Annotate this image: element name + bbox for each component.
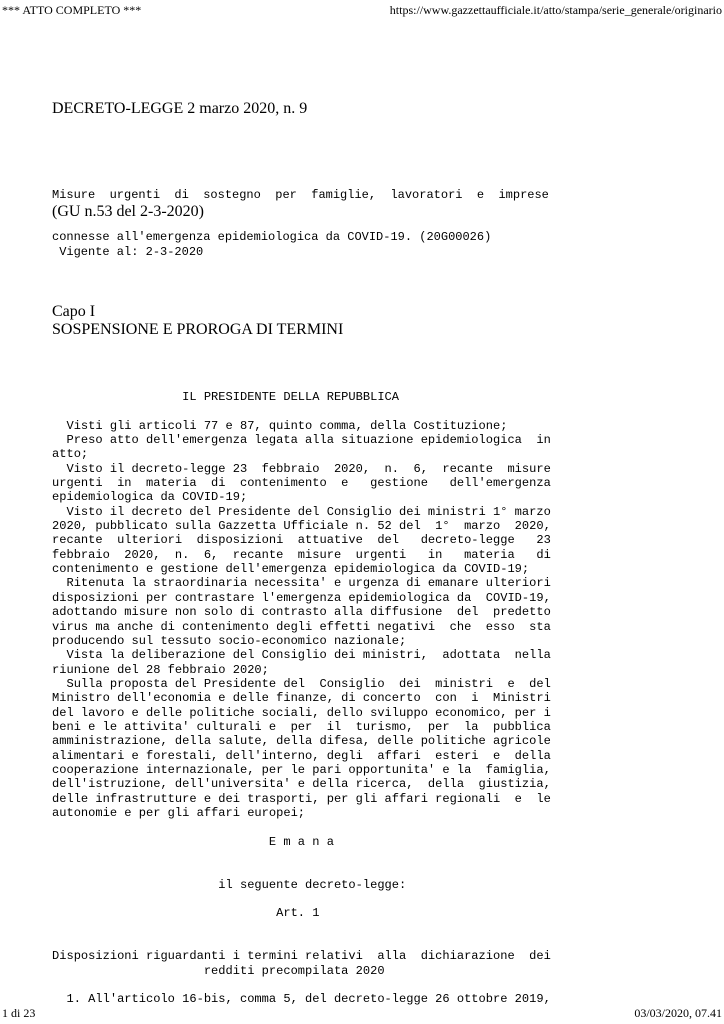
body-line: contenimento e gestione dell'emergenza epidemiologica da COVID-19;: [52, 562, 530, 577]
body-line: delle infrastrutture e dei trasporti, per gli affari regionali e le: [52, 791, 551, 806]
chapter-number: Capo I: [52, 303, 96, 320]
body-line: virus ma anche di contenimento degli effetti negativi che esso sta: [52, 619, 551, 634]
body-line: Visti gli articoli 77 e 87, quinto comma, della Costituzione;: [52, 418, 508, 433]
body-line: [52, 921, 551, 935]
body-line: [52, 404, 551, 418]
body-line: autonomie e per gli affari europei;: [52, 805, 306, 820]
print-datetime: 03/03/2020, 07.41: [634, 1006, 722, 1020]
subtitle-line: connesse all'emergenza epidemiologica da COVID-19. (20G00026): [52, 230, 492, 244]
body-line: Ministro dell'economia e delle finanze, di concerto con i Ministri: [52, 691, 551, 706]
page-number: 1 di 23: [2, 1006, 36, 1020]
body-line: Visto il decreto-legge 23 febbraio 2020, n. 6, recante misure: [52, 461, 551, 476]
gazette-reference: (GU n.53 del 2-3-2020): [52, 203, 204, 220]
in-force-date: Vigente al: 2-3-2020: [52, 245, 204, 259]
body-line: amministrazione, della salute, della difesa, delle politiche agricole: [52, 734, 551, 749]
page-header-title: *** ATTO COMPLETO ***: [2, 3, 142, 17]
body-line: Visto il decreto del Presidente del Consiglio dei ministri 1° marzo: [52, 504, 551, 519]
body-line: [52, 892, 551, 906]
body-line: beni e le attivita' culturali e per il turismo, per la pubblica: [52, 719, 551, 734]
decree-body: [52, 390, 551, 1007]
body-line: 1. All'articolo 16-bis, comma 5, del decreto-legge 26 ottobre 2019,: [52, 992, 551, 1007]
body-line: Sulla proposta del Presidente del Consiglio dei ministri e del: [52, 676, 551, 691]
body-line: urgenti in materia di contenimento e gestione dell'emergenza: [52, 476, 551, 491]
body-line: [52, 863, 551, 877]
body-line: [52, 935, 551, 949]
body-line: adottando misure non solo di contrasto alla diffusione del predetto: [52, 605, 551, 620]
body-line: [52, 978, 551, 992]
body-line: del lavoro e delle politiche sociali, dello sviluppo economico, per i: [52, 705, 551, 720]
body-line: [52, 820, 551, 834]
body-line: 2020, pubblicato sulla Gazzetta Ufficiale n. 52 del 1° marzo 2020,: [52, 519, 551, 534]
body-line: recante ulteriori disposizioni attuative del decreto-legge 23: [52, 533, 551, 548]
body-line: atto;: [52, 447, 89, 462]
body-line: epidemiologica da COVID-19;: [52, 490, 248, 505]
body-line: producendo sul tessuto socio-economico nazionale;: [52, 633, 407, 648]
body-line: [52, 849, 551, 863]
page-header-url: https://www.gazzettaufficiale.it/atto/stampa/serie_generale/originario: [389, 3, 722, 17]
body-line: Disposizioni riguardanti i termini relativi alla dichiarazione dei: [52, 949, 551, 964]
body-line: Ritenuta la straordinaria necessita' e urgenza di emanare ulteriori: [52, 576, 551, 591]
body-line: alimentari e forestali, dell'interno, degli affari esteri e della: [52, 748, 551, 763]
body-line: E m a n a: [52, 834, 334, 849]
body-line: riunione del 28 febbraio 2020;: [52, 662, 269, 677]
subtitle-line: Misure urgenti di sostegno per famiglie, lavoratori e imprese: [52, 188, 549, 202]
body-line: disposizioni per contrastare l'emergenza epidemiologica da COVID-19,: [52, 590, 551, 605]
body-line: Preso atto dell'emergenza legata alla situazione epidemiologica in: [52, 433, 551, 448]
body-line: cooperazione internazionale, per le pari opportunita' e la famiglia,: [52, 762, 551, 777]
body-line: dell'istruzione, dell'universita' e della ricerca, della giustizia,: [52, 777, 551, 792]
body-line: redditi precompilata 2020: [52, 963, 385, 978]
decree-title: DECRETO-LEGGE 2 marzo 2020, n. 9: [52, 100, 308, 117]
chapter-title: SOSPENSIONE E PROROGA DI TERMINI: [52, 321, 344, 338]
body-line: febbraio 2020, n. 6, recante misure urgenti in materia di: [52, 547, 551, 562]
body-line: IL PRESIDENTE DELLA REPUBBLICA: [52, 390, 400, 404]
body-line: il seguente decreto-legge:: [52, 877, 407, 892]
body-line: Vista la deliberazione del Consiglio dei ministri, adottata nella: [52, 648, 551, 663]
body-line: Art. 1: [52, 906, 320, 921]
